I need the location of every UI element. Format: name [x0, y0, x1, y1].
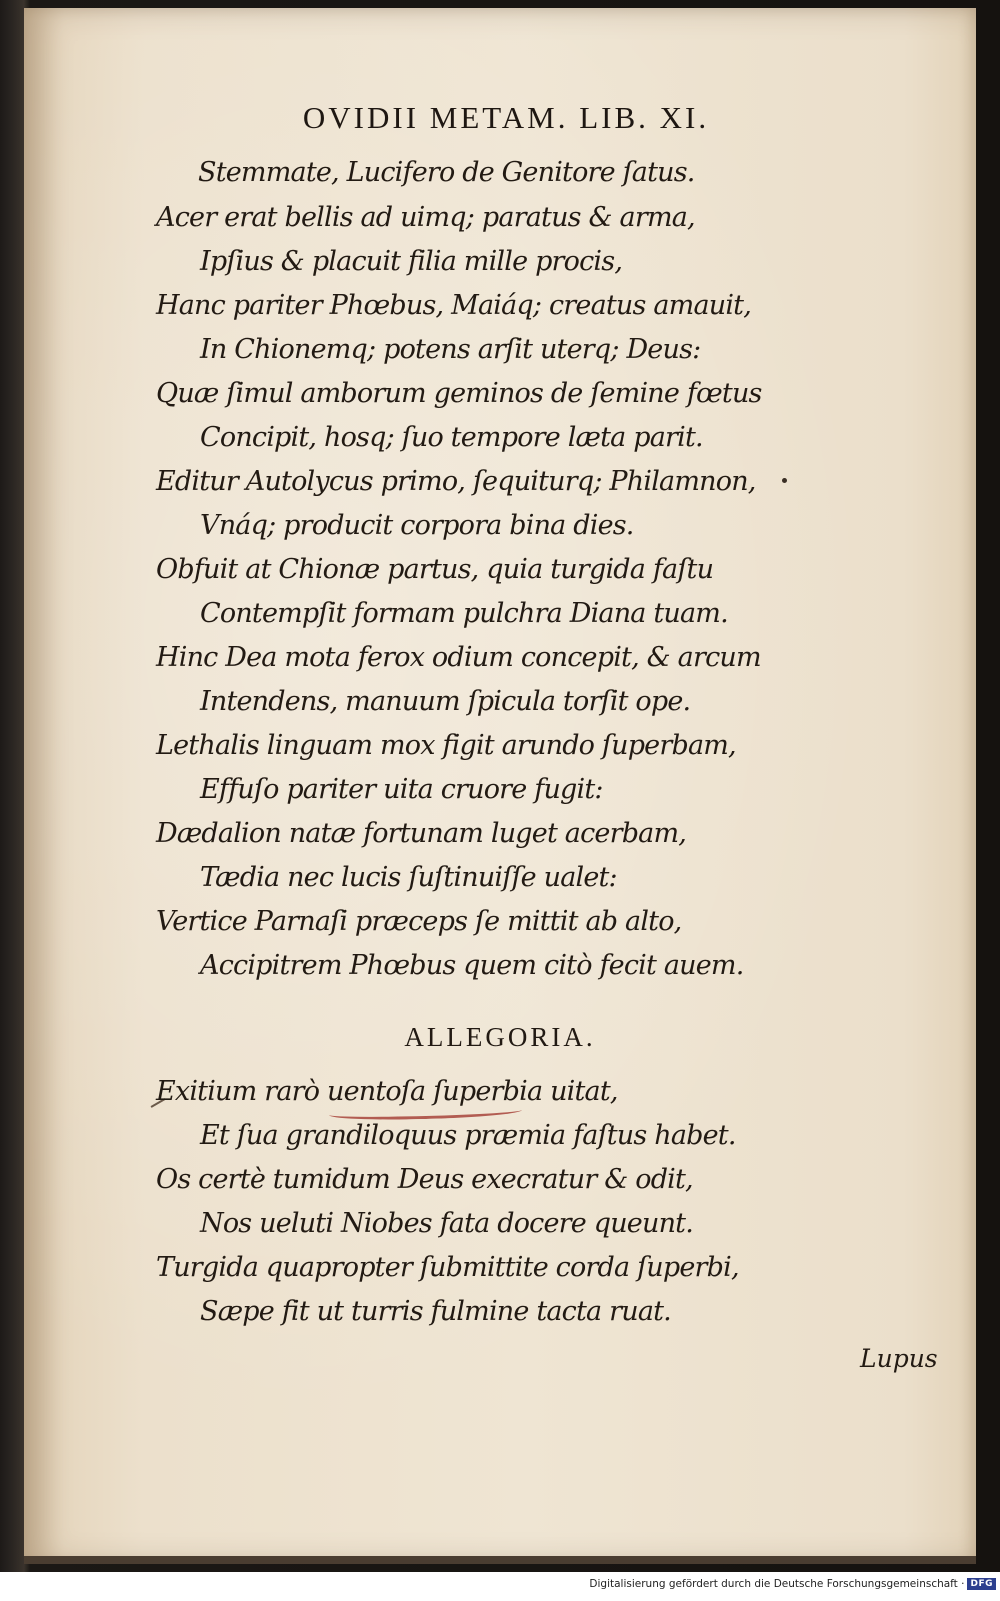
verse-line: Contempſit formam pulchra Diana tuam.: [200, 598, 728, 629]
verse-line: Vnáq; producit corpora bina dies.: [200, 510, 634, 541]
verse-line: Editur Autolycus primo, ſequiturq; Philamnon,: [156, 466, 756, 497]
verse-line: Lethalis linguam mox figit arundo ſuperbam,: [156, 730, 736, 761]
verse-line: Accipitrem Phœbus quem citò fecit auem.: [200, 950, 744, 981]
margin-dot-mark: [782, 478, 787, 483]
allegoria-heading: ALLEGORIA.: [404, 1022, 596, 1052]
verse-line: Tædia nec lucis ſuſtinuiſſe ualet:: [200, 862, 617, 893]
verse-line: Hanc pariter Phœbus, Maiáq; creatus amauit,: [156, 290, 751, 321]
verse-line: Dædalion natæ fortunam luget acerbam,: [156, 818, 687, 849]
verse-line: Concipit, hosq; ſuo tempore læta parit.: [200, 422, 703, 453]
running-head: OVIDII METAM. LIB. XI.: [302, 100, 710, 135]
page-edge: [24, 1556, 976, 1564]
verse-line: Acer erat bellis ad uimq; paratus & arma,: [156, 202, 695, 233]
digitization-credit: [0, 1578, 996, 1590]
verse-line: In Chionemq; potens arſit uterq; Deus:: [200, 334, 701, 365]
verse-line: Effuſo pariter uita cruore fugit:: [200, 774, 603, 805]
verse-line: Nos ueluti Niobes fata docere queunt.: [200, 1208, 693, 1239]
verse-line: Turgida quapropter ſubmittite corda ſuperbi,: [156, 1252, 739, 1283]
verse-line: Quæ ſimul amborum geminos de ſemine fœtus: [156, 378, 762, 409]
verse-line: Sæpe fit ut turris fulmine tacta ruat.: [200, 1296, 671, 1327]
book-page: [24, 8, 976, 1564]
dfg-logo: DFG: [967, 1578, 996, 1590]
verse-line: Exitium rarò uentoſa ſuperbia uitat,: [156, 1076, 618, 1107]
verse-line: Obfuit at Chionæ partus, quia turgida faſtu: [156, 554, 714, 585]
verse-line: Hinc Dea mota ferox odium concepit, & arcum: [156, 642, 761, 673]
footer-text: Digitalisierung gefördert durch die Deutsche Forschungsgemeinschaft ·: [589, 1578, 965, 1590]
verse-line: Et ſua grandiloquus præmia faſtus habet.: [200, 1120, 736, 1151]
verse-line: Intendens, manuum ſpicula torſit ope.: [200, 686, 691, 717]
verse-line: Ipſius & placuit filia mille procis,: [200, 246, 623, 277]
verse-line: Stemmate, Lucifero de Genitore ſatus.: [198, 157, 695, 188]
verse-line: Os certè tumidum Deus execratur & odit,: [156, 1164, 693, 1195]
verse-line: Vertice Parnaſi præceps ſe mittit ab alto,: [156, 906, 682, 937]
catchword: Lupus: [860, 1344, 938, 1373]
